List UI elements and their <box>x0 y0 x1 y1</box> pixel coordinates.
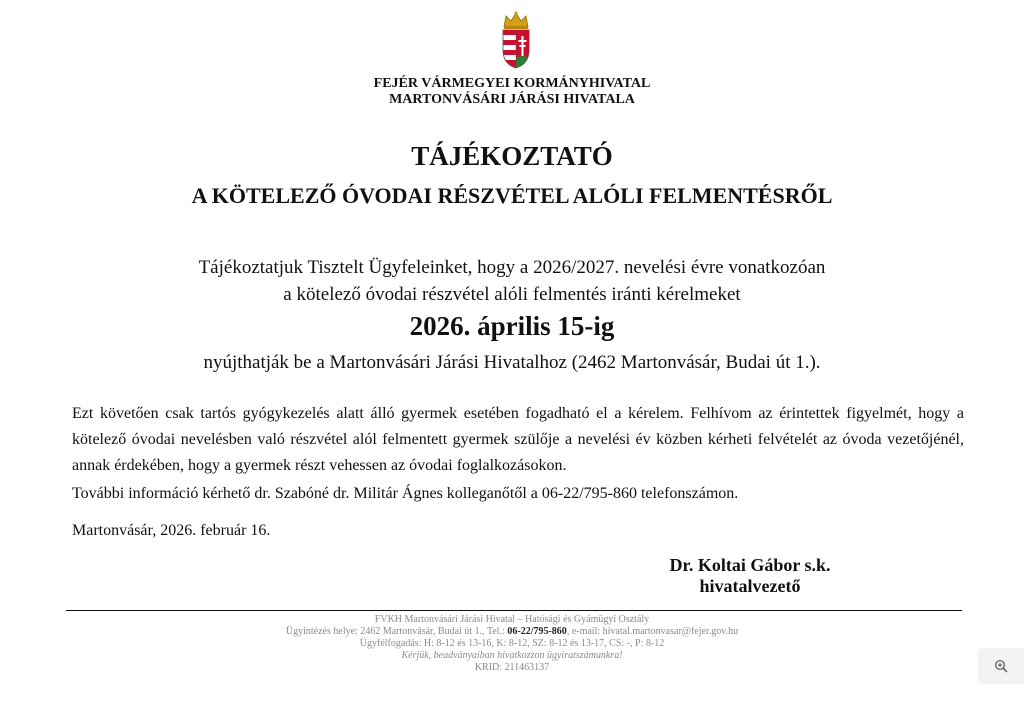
footer-krid: KRID: 211463137 <box>474 662 550 673</box>
footer-address <box>0 626 1024 638</box>
office-name <box>0 76 1024 108</box>
signatory-name: Dr. Koltai Gábor s.k. <box>669 555 831 575</box>
info-paragraph: Ezt követően csak tartós gyógykezelés alatt álló gyermek esetében fogadható el a kérelem. Felhívom az érintettek figyelmét, hogy a kötelező óvodai nevelésben való részvétel alól felmentett gyermek szülője a nevelési év közben kérheti felvételét az óvoda vezetőjénél, annak érdekében, hogy a gyermek részt vehessen az óvodai foglalkozásokon. <box>72 405 964 474</box>
footer-divider <box>66 610 962 611</box>
footer-department: FVKH Martonvásári Járási Hivatal – Hatósági és Gyámügyi Osztály <box>374 614 650 625</box>
footer-reference-note <box>0 650 1024 662</box>
lead-line-3: nyújthatják be a Martonvásári Járási Hivatalhoz (2462 Martonvásár, Budai út 1.). <box>203 352 821 373</box>
zoom-in-icon <box>994 659 1008 673</box>
footer-address-prefix: Ügyintézés helye: 2462 Martonvásár, Budai út 1., Tel.: <box>285 626 508 637</box>
footer-office-hours: Ügyfélfogadás: H: 8-12 és 13-16, K: 8-12, SZ: 8-12 és 13-17, CS: -, P: 8-12 <box>359 638 665 649</box>
lead-line-2: a kötelező óvodai részvétel alóli felmentés iránti kérelmeket <box>283 284 741 305</box>
office-line-1: FEJÉR VÁRMEGYEI KORMÁNYHIVATAL <box>373 76 651 91</box>
footer-reference-text: Kérjük, beadványaiban hivatkozzon ügyiratszámunkra! <box>401 650 623 661</box>
footer <box>0 614 1024 674</box>
lead-line-1: Tájékoztatjuk Tisztelt Ügyfeleinket, hogy a 2026/2027. nevelési évre vonatkozóan <box>198 257 826 278</box>
coat-of-arms-icon <box>499 10 533 70</box>
place-and-date: Martonvásár, 2026. február 16. <box>72 522 271 539</box>
footer-email: , e-mail: hivatal.martonvasar@fejer.gov.hu <box>566 626 739 637</box>
zoom-button[interactable] <box>978 648 1024 684</box>
signatory-role: hivatalvezető <box>699 576 801 596</box>
office-line-2: MARTONVÁSÁRI JÁRÁSI HIVATALA <box>389 92 635 107</box>
deadline-date: 2026. április 15-ig <box>409 311 615 341</box>
signature-block <box>640 555 860 597</box>
contact-paragraph: További információ kérhető dr. Szabóné dr. Militár Ágnes kolleganőtől a 06-22/795-860 telefonszámon. <box>72 485 739 502</box>
footer-phone: 06-22/795-860 <box>507 626 567 637</box>
document-subtitle: A KÖTELEZŐ ÓVODAI RÉSZVÉTEL ALÓLI FELMENTÉSRŐL <box>191 183 833 208</box>
document-title: TÁJÉKOZTATÓ <box>411 141 613 171</box>
